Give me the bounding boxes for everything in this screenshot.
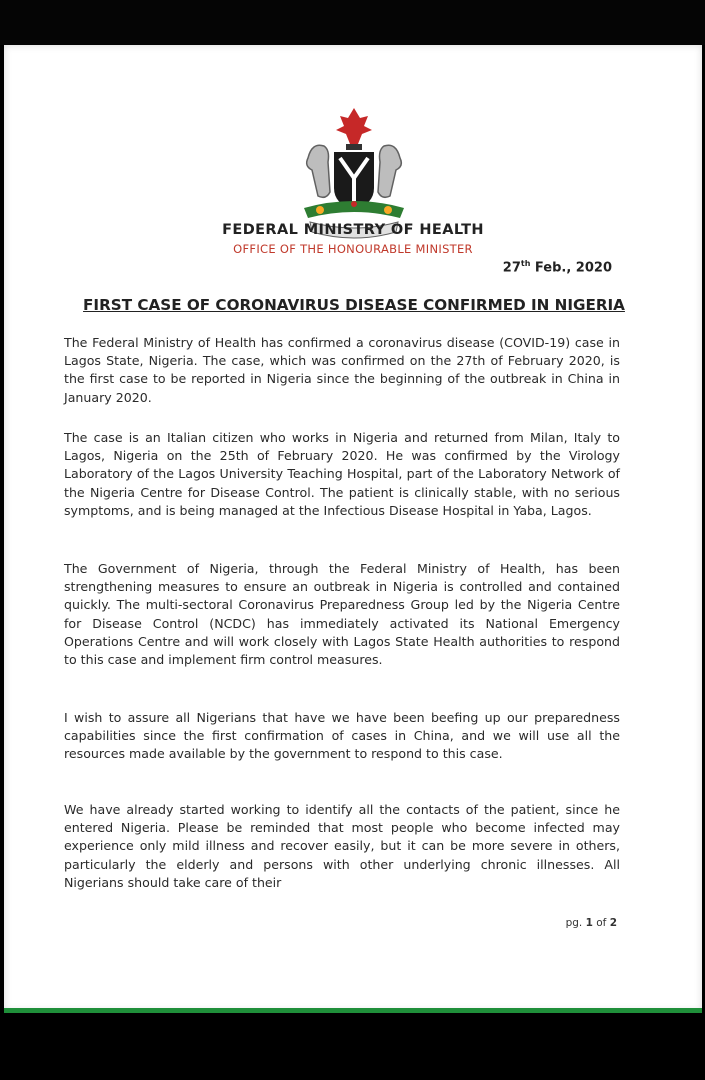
date-day: 27 — [502, 260, 521, 276]
document-date — [503, 259, 612, 275]
paragraph-4: I wish to assure all Nigerians that have we have been beefing up our preparedness capabilities since the first confirmation of cases in China, and we will use all the resources made available by the government to respond to this case. — [64, 710, 620, 762]
date-suffix: th — [520, 259, 531, 268]
office-name: OFFICE OF THE HONOURABLE MINISTER — [233, 242, 473, 256]
date-month-year: Feb., 2020 — [530, 260, 612, 276]
paragraph-2: The case is an Italian citizen who works in Nigeria and returned from Milan, Italy to Lagos, Nigeria on the 25th of February 2020. He was confirmed by the Virology Laboratory of the Lagos University Teaching Hospital, part of the Laboratory Network of the Nigeria Centre for Disease Control. The patient is clinically stable, with no serious symptoms, and is being managed at the Infectious Disease Hospital in Yaba, Lagos. — [64, 430, 620, 518]
page-label: pg. — [565, 917, 586, 929]
paragraph-1: The Federal Ministry of Health has confirmed a coronavirus disease (COVID-19) case in Lagos State, Nigeria. The case, which was confirmed on the 27th of February 2020, is the first case to be reported in Nigeria since the beginning of the outbreak in China in January 2020. — [64, 335, 620, 405]
paragraph-5: We have already started working to identify all the contacts of the patient, since he entered Nigeria. Please be reminded that most people who become infected may experience only mild illness and recover easily, but it can be more severe in others, particularly the elderly and persons with other underlying chronic illnesses. All Nigerians should take care of their — [64, 802, 620, 890]
page-total: 2 — [609, 917, 617, 929]
page-of: of — [592, 917, 610, 929]
document-page — [4, 45, 702, 1011]
photo-background-bottom — [0, 1013, 705, 1080]
ministry-name: FEDERAL MINISTRY OF HEALTH — [222, 222, 484, 238]
document-title: FIRST CASE OF CORONAVIRUS DISEASE CONFIRMED IN NIGERIA — [83, 296, 625, 314]
page-current: 1 — [585, 917, 593, 929]
page-number — [566, 917, 617, 929]
photo-background-top — [0, 0, 705, 45]
paragraph-3: The Government of Nigeria, through the Federal Ministry of Health, has been strengthening measures to ensure an outbreak in Nigeria is controlled and contained quickly. The multi-sectoral Coronavirus Preparedness Group led by the Nigeria Centre for Disease Control (NCDC) has immediately activated its National Emergency Operations Centre and will work closely with Lagos State Health authorities to respond to this case and implement firm control measures. — [64, 561, 620, 668]
